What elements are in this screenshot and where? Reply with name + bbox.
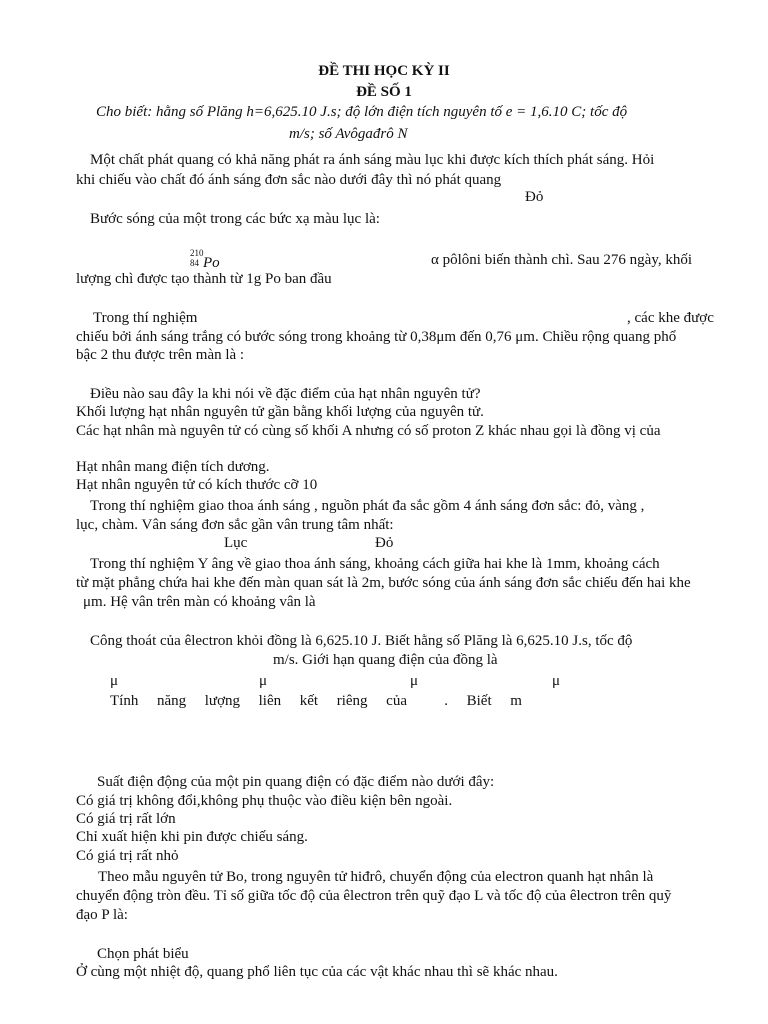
q5-option-1: Khối lượng hạt nhân nguyên tử gần bằng khối lượng của nguyên tử. bbox=[76, 404, 484, 420]
q10-option-4: Có giá trị rất nhỏ bbox=[76, 848, 179, 864]
q5-option-4: Hạt nhân nguyên tử có kích thước cỡ 10 bbox=[76, 477, 318, 493]
q4-line3: bậc 2 thu được trên màn là : bbox=[76, 347, 245, 363]
q11-line3: đạo P là: bbox=[76, 907, 128, 923]
q9-word: của bbox=[386, 693, 407, 709]
q9-word: Biết bbox=[466, 693, 492, 709]
q6-option-b: Đỏ bbox=[375, 535, 394, 551]
q10-option-1: Có giá trị không đổi,không phụ thuộc vào điều kiện bên ngoài. bbox=[76, 793, 453, 809]
q4-line1b: , các khe được bbox=[627, 310, 714, 326]
given-constants-line2: m/s; số Avôgađrô N bbox=[289, 126, 408, 142]
q5-option-2: Các hạt nhân mà nguyên tử có cùng số khối A nhưng có số proton Z khác nhau gọi là đồng vị của bbox=[76, 423, 661, 439]
q10-option-2: Có giá trị rất lớn bbox=[76, 811, 176, 827]
q10-option-3: Chỉ xuất hiện khi pin được chiếu sáng. bbox=[76, 829, 308, 845]
q3-line1: α pôlôni biến thành chì. Sau 276 ngày, khối bbox=[431, 252, 693, 268]
q5-line1: Điều nào sau đây la khi nói về đặc điểm của hạt nhân nguyên tử? bbox=[90, 386, 481, 402]
q7-line1: Trong thí nghiệm Y âng về giao thoa ánh sáng, khoảng cách giữa hai khe là 1mm, khoảng cách bbox=[90, 556, 660, 572]
q7-line2: từ mặt phẳng chứa hai khe đến màn quan sát là 2m, bước sóng của ánh sáng đơn sắc chiếu đến hai khe bbox=[76, 575, 691, 591]
q1-line2: khi chiếu vào chất đó ánh sáng đơn sắc nào dưới đây thì nó phát quang bbox=[76, 172, 502, 188]
q4-line2: chiếu bởi ánh sáng trắng có bước sóng trong khoảng từ 0,38μm đến 0,76 μm. Chiều rộng quang phổ bbox=[76, 329, 677, 345]
q9-word: Tính bbox=[110, 693, 139, 709]
q9-word: riêng bbox=[336, 693, 368, 709]
q8-line1: Công thoát của êlectron khỏi đồng là 6,625.10 J. Biết hằng số Plăng là 6,625.10 J.s, tốc độ bbox=[90, 633, 633, 649]
q11-line1: Theo mẫu nguyên tử Bo, trong nguyên tử hiđrô, chuyển động của electron quanh hạt nhân là bbox=[98, 869, 654, 885]
q9-word: năng bbox=[156, 693, 187, 709]
q3-line2: lượng chì được tạo thành từ 1g Po ban đầu bbox=[76, 271, 332, 287]
q5-option-3: Hạt nhân mang điện tích dương. bbox=[76, 459, 270, 475]
given-constants-line1: Cho biết: hằng số Plăng h=6,625.10 J.s; độ lớn điện tích nguyên tố e = 1,6.10 C; tốc độ bbox=[96, 104, 628, 120]
exam-title: ĐỀ THI HỌC KỲ II bbox=[318, 63, 450, 79]
q9-word: lượng bbox=[204, 693, 240, 709]
q8-unit-a: μ bbox=[110, 673, 119, 689]
q8-unit-d: μ bbox=[552, 673, 561, 689]
q9-line1 bbox=[110, 692, 522, 710]
q12-line2: Ở cùng một nhiệt độ, quang phổ liên tục của các vật khác nhau thì sẽ khác nhau. bbox=[76, 964, 558, 980]
q9-word: kết bbox=[299, 693, 319, 709]
q4-line1a: Trong thí nghiệm bbox=[93, 310, 198, 326]
element-symbol: Po bbox=[203, 255, 220, 271]
q7-line3: μm. Hệ vân trên màn có khoảng vân là bbox=[83, 594, 316, 610]
q8-line2: m/s. Giới hạn quang điện của đồng là bbox=[273, 652, 498, 668]
q6-option-a: Lục bbox=[224, 535, 248, 551]
q12-line1: Chọn phát biểu bbox=[97, 946, 189, 962]
q11-line2: chuyển động tròn đều. Tỉ số giữa tốc độ của êlectron trên quỹ đạo L và tốc độ của êlectron trên quỹ bbox=[76, 888, 672, 904]
q1-line1: Một chất phát quang có khả năng phát ra ánh sáng màu lục khi được kích thích phát sáng. Hỏi bbox=[90, 152, 655, 168]
q10-line1: Suất điện động của một pin quang điện có đặc điểm nào dưới đây: bbox=[97, 774, 495, 790]
atomic-number: 84 bbox=[190, 258, 199, 268]
q2-line1: Bước sóng của một trong các bức xạ màu lục là: bbox=[90, 211, 380, 227]
q9-word: liên bbox=[258, 693, 282, 709]
q8-unit-c: μ bbox=[410, 673, 419, 689]
q9-word: m bbox=[510, 693, 522, 709]
q6-line2: lục, chàm. Vân sáng đơn sắc gần vân trung tâm nhất: bbox=[76, 517, 394, 533]
mass-number: 210 bbox=[190, 248, 204, 258]
q1-option: Đỏ bbox=[525, 189, 544, 205]
q8-unit-b: μ bbox=[259, 673, 268, 689]
q6-line1: Trong thí nghiệm giao thoa ánh sáng , nguồn phát đa sắc gồm 4 ánh sáng đơn sắc: đỏ, vàng , bbox=[90, 498, 645, 514]
exam-subtitle: ĐỀ SỐ 1 bbox=[356, 84, 412, 100]
q9-word: . bbox=[444, 693, 448, 709]
